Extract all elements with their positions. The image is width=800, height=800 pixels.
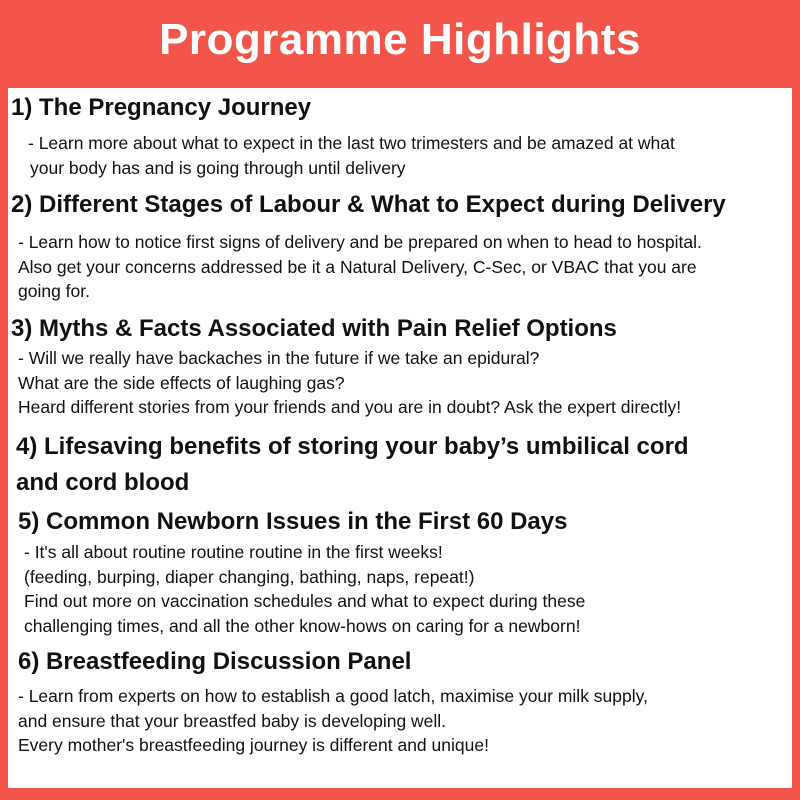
highlights-panel [8,88,792,788]
section-2-line-1: - Learn how to notice first signs of delivery and be prepared on when to head to hospital. [18,232,702,252]
section-6-line-1: - Learn from experts on how to establish a good latch, maximise your milk supply, [18,686,648,706]
section-5-line-2: (feeding, burping, diaper changing, bathing, naps, repeat!) [24,566,475,587]
section-6-title: 6) Breastfeeding Discussion Panel [18,648,412,675]
section-2-line-2: Also get your concerns addressed be it a Natural Delivery, C-Sec, or VBAC that you are [18,256,697,277]
section-6-line-2: and ensure that your breastfed baby is developing well. [18,710,447,731]
section-5-title: 5) Common Newborn Issues in the First 60 Days [18,508,568,535]
section-6-description [18,684,648,758]
section-4-title-line-1: 4) Lifesaving benefits of storing your baby’s umbilical cord [16,433,689,460]
section-3-line-3: Heard different stories from your friends and you are in doubt? Ask the expert directly! [18,397,682,417]
section-3-description [18,346,681,420]
section-1-title: 1) The Pregnancy Journey [11,94,312,121]
section-5-description [24,540,585,638]
section-3-title: 3) Myths & Facts Associated with Pain Relief Options [11,315,617,342]
section-1-line-1: - Learn more about what to expect in the last two trimesters and be amazed at what [28,133,675,153]
section-4-title [16,429,689,501]
section-1-description [30,131,675,180]
section-4-title-line-2: and cord blood [16,469,190,496]
section-2-description [18,230,702,304]
section-1-line-2: your body has and is going through until delivery [30,157,406,178]
section-2-title: 2) Different Stages of Labour & What to Expect during Delivery [11,191,726,218]
section-5-line-1: - It's all about routine routine routine in the first weeks! [24,542,443,562]
section-5-line-3: Find out more on vaccination schedules and what to expect during these [24,591,586,611]
section-3-line-1: - Will we really have backaches in the future if we take an epidural? [18,348,540,368]
section-6-line-3: Every mother's breastfeeding journey is different and unique! [18,735,489,755]
section-2-line-3: going for. [18,281,90,301]
section-3-line-2: What are the side effects of laughing gas? [18,372,345,393]
section-5-line-4: challenging times, and all the other know-hows on caring for a newborn! [24,615,581,636]
page-title: Programme Highlights [159,15,641,64]
